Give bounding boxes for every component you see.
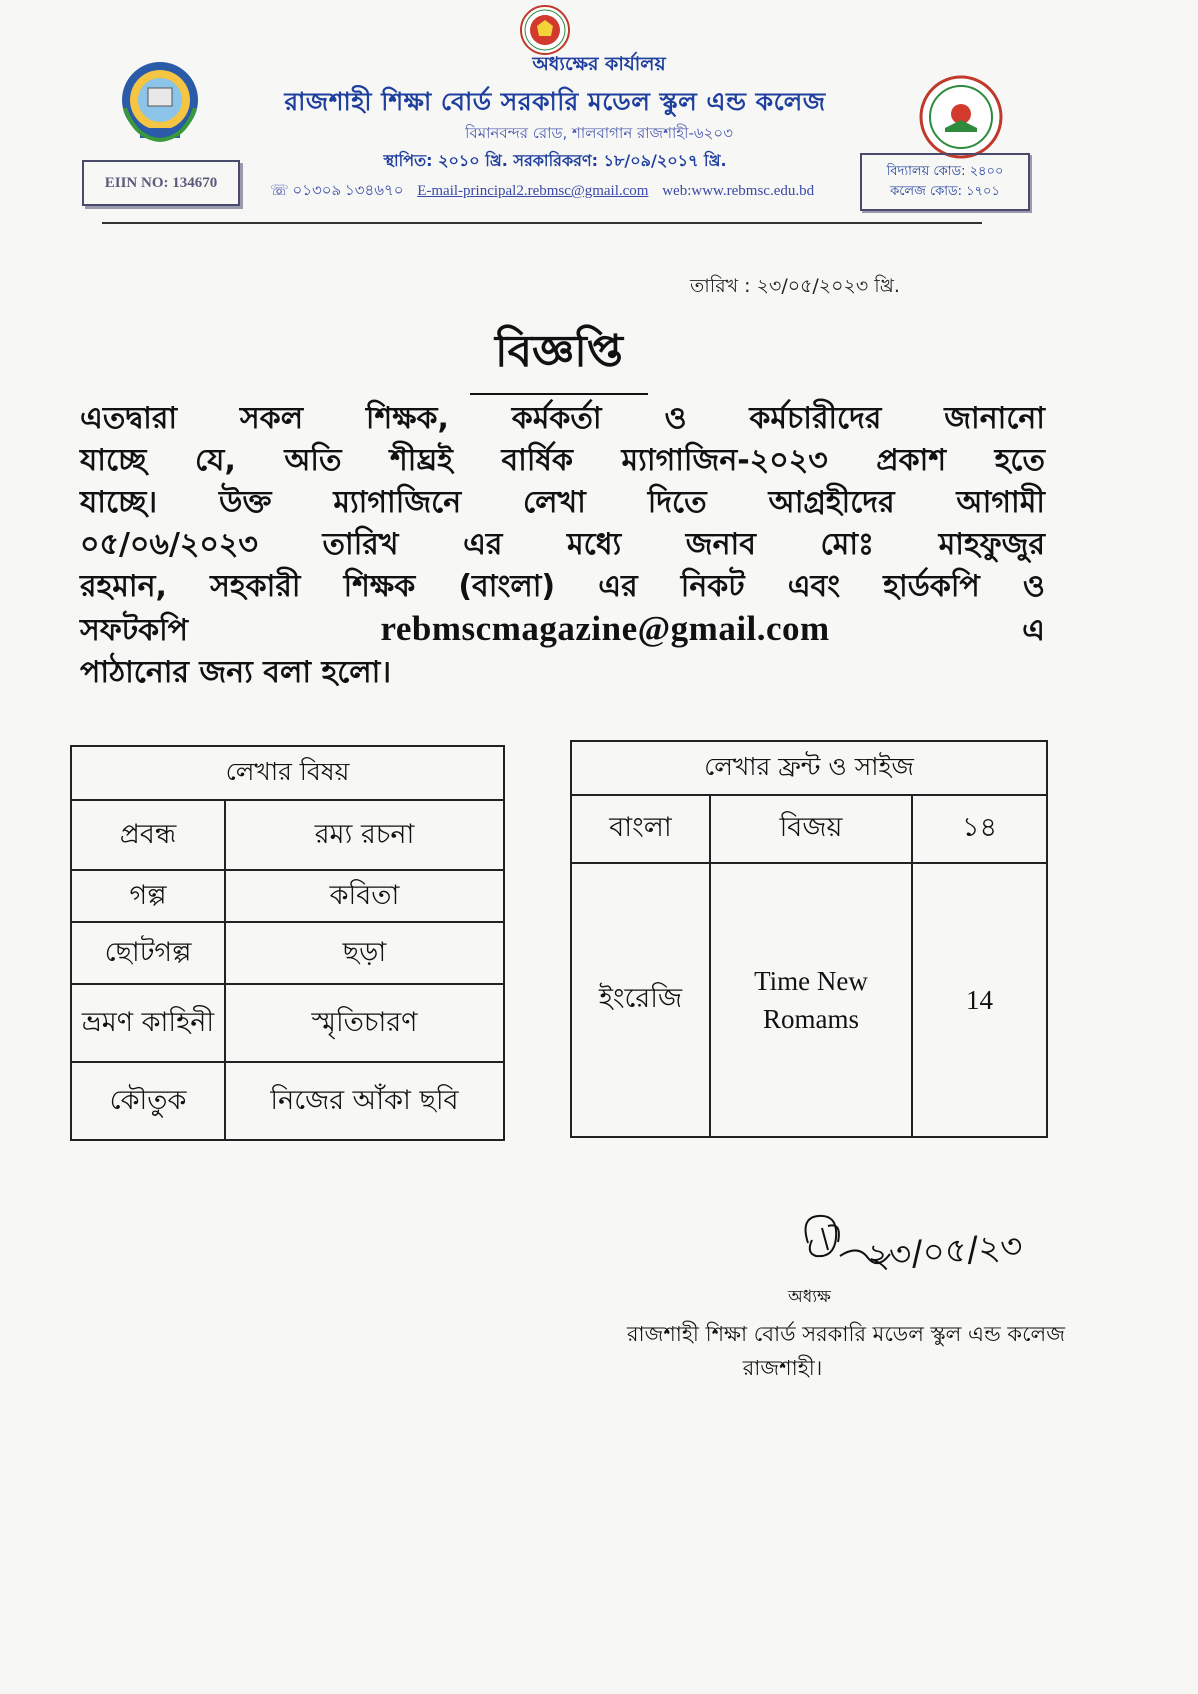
magazine-email[interactable]: rebmscmagazine@gmail.com [380, 609, 830, 648]
table-cell: রম্য রচনা [225, 800, 504, 870]
table-cell: Time New Romams [710, 863, 912, 1137]
table-cell: ভ্রমণ কাহিনী [71, 984, 225, 1062]
anniversary-seal-icon [905, 72, 1017, 162]
font-size-table [570, 740, 1048, 1138]
body-line: এতদ্বারা সকল শিক্ষক, কর্মকর্তা ও কর্মচারীদের জানানো [80, 401, 1045, 436]
table-row [71, 922, 504, 984]
table-row [71, 1062, 504, 1140]
institution-code-box [860, 153, 1030, 211]
notice-date: তারিখ : ২৩/০৫/২০২৩ খ্রি. [690, 275, 900, 297]
body-line: যাচ্ছে। উক্ত ম্যাগাজিনে লেখা দিতে আগ্রহীদের আগামী [80, 485, 1045, 520]
college-code: কলেজ কোড: ১৭০১ [890, 184, 1000, 199]
school-address: বিমানবন্দর রোড, শালবাগান রাজশাহী-৬২০৩ [465, 124, 733, 142]
table-cell: প্রবন্ধ [71, 800, 225, 870]
body-line [80, 608, 1045, 652]
softcopy-label: সফটকপি [80, 613, 189, 648]
email-link[interactable]: E-mail-principal2.rebmsc@gmail.com [417, 183, 649, 199]
phone-number: ☏ ০১৩০৯ ১৩৪৬৭০ [270, 183, 404, 199]
subjects-table [70, 745, 505, 1141]
school-code: বিদ্যালয় কোড: ২৪০০ [886, 164, 1004, 179]
office-title: অধ্যক্ষের কার্যালয় [532, 53, 666, 75]
header-divider [102, 222, 982, 224]
table-cell: গল্প [71, 870, 225, 922]
website-link[interactable]: web:www.rebmsc.edu.bd [662, 183, 815, 199]
table-cell: ছড়া [225, 922, 504, 984]
table-cell: 14 [912, 863, 1047, 1137]
body-line: ০৫/০৬/২০২৩ তারিখ এর মধ্যে জনাব মোঃ মাহফুজুর [80, 527, 1045, 562]
notice-body [80, 398, 1045, 694]
signature-date: ২৩/০৫/২৩ [865, 1226, 1024, 1277]
principal-signature [798, 1198, 1038, 1290]
table-row [571, 795, 1047, 863]
table-cell: ইংরেজি [571, 863, 710, 1137]
table-cell: ১৪ [912, 795, 1047, 863]
government-seal-icon [515, 4, 575, 56]
signatory-city: রাজশাহী। [742, 1356, 823, 1380]
email-suffix: এ [1022, 613, 1045, 648]
table-row [71, 870, 504, 922]
font-table-header: লেখার ফ্রন্ট ও সাইজ [571, 741, 1047, 795]
contact-line [270, 179, 850, 204]
school-name: রাজশাহী শিক্ষা বোর্ড সরকারি মডেল স্কুল এন্ড কলেজ [284, 87, 826, 116]
table-cell: বাংলা [571, 795, 710, 863]
table-row [71, 800, 504, 870]
table-cell: কৌতুক [71, 1062, 225, 1140]
body-line: যাচ্ছে যে, অতি শীঘ্রই বার্ষিক ম্যাগাজিন-২০২৩ প্রকাশ হতে [80, 443, 1045, 478]
signatory-school: রাজশাহী শিক্ষা বোর্ড সরকারি মডেল স্কুল এন্ড কলেজ [626, 1322, 1065, 1346]
notice-title: বিজ্ঞপ্তি [470, 318, 648, 395]
table-row [571, 863, 1047, 1137]
table-cell: নিজের আঁকা ছবি [225, 1062, 504, 1140]
table-cell: বিজয় [710, 795, 912, 863]
body-line: পাঠানোর জন্য বলা হলো। [80, 655, 392, 690]
signatory-title: অধ্যক্ষ [788, 1287, 831, 1307]
eiin-box: EIIN NO: 134670 [82, 160, 240, 206]
founded-info: স্থাপিত: ২০১০ খ্রি. সরকারিকরণ: ১৮/০৯/২০১৭ খ্রি. [383, 151, 727, 170]
table-row [71, 984, 504, 1062]
subjects-table-header: লেখার বিষয় [71, 746, 504, 800]
table-cell: স্মৃতিচারণ [225, 984, 504, 1062]
body-line: রহমান, সহকারী শিক্ষক (বাংলা) এর নিকট এবং হার্ডকপি ও [80, 569, 1045, 604]
table-cell: কবিতা [225, 870, 504, 922]
table-cell: ছোটগল্প [71, 922, 225, 984]
